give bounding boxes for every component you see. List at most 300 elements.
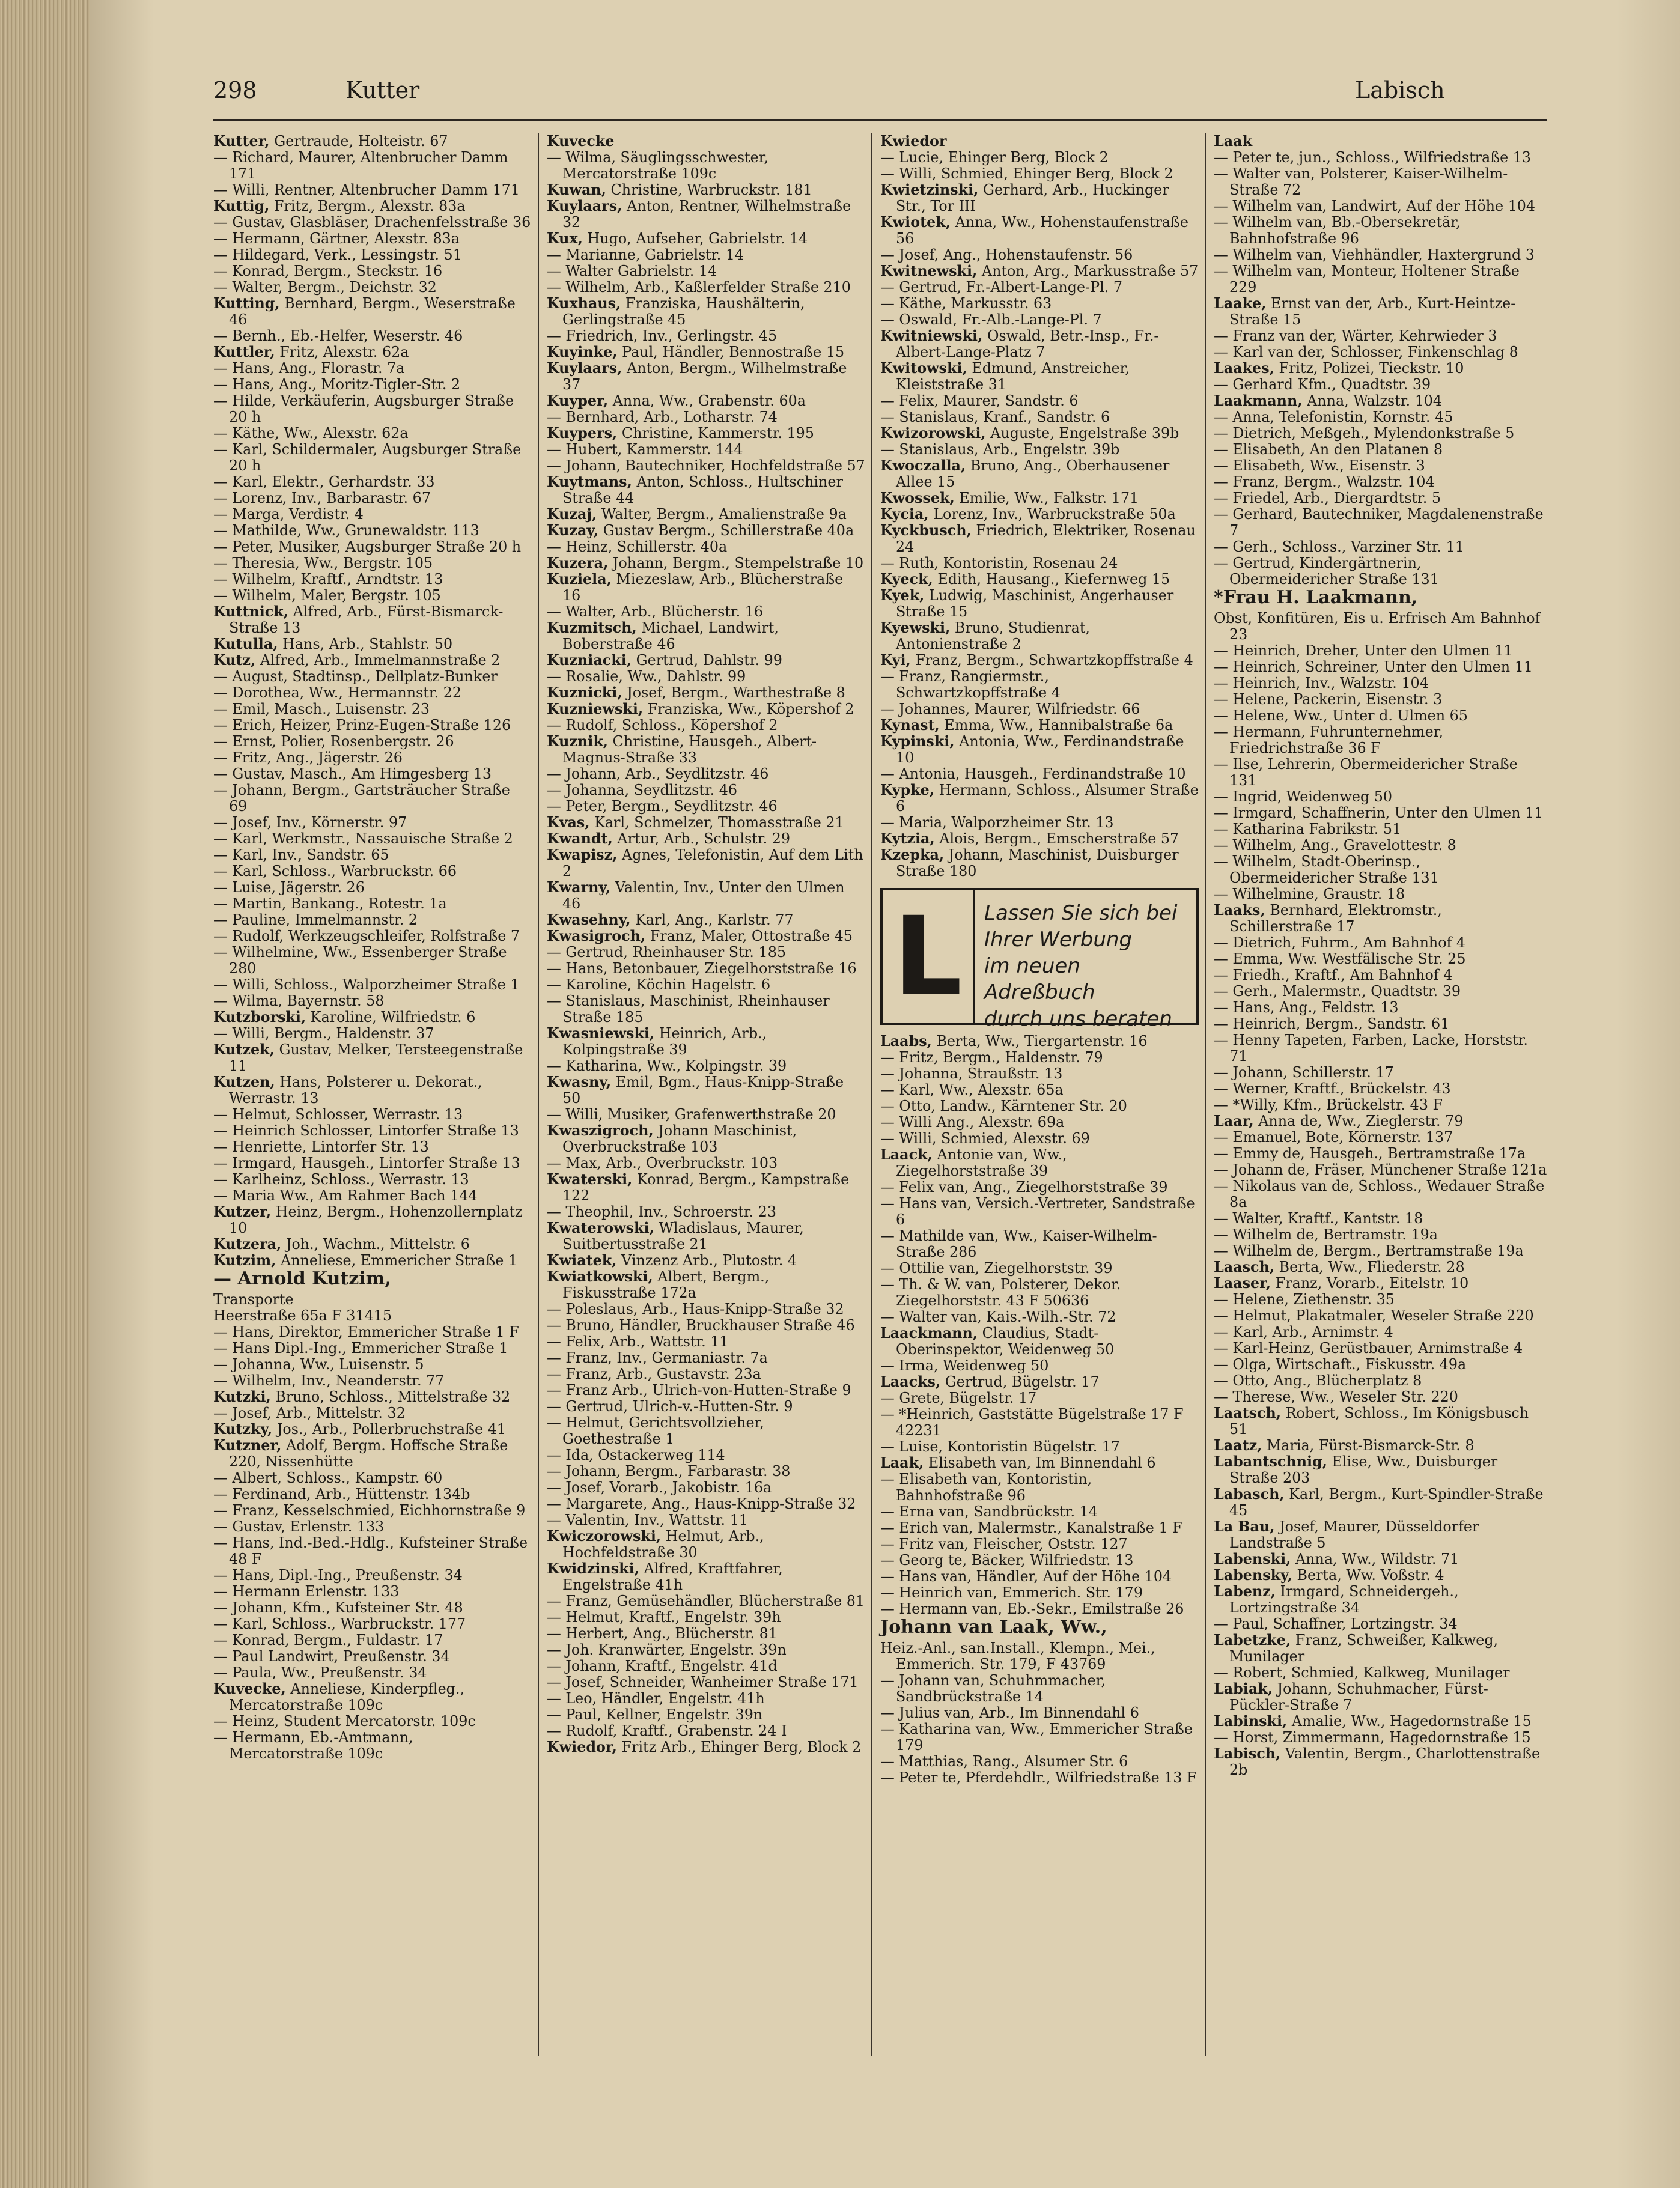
entry-details: — Bernhard, Arb., Lotharstr. 74 [547,409,778,425]
column-4 [1214,133,1547,1778]
directory-entry [880,1082,1199,1098]
directory-entry [880,1033,1199,1050]
entry-details: — Paula, Ww., Preußenstr. 34 [213,1664,427,1681]
directory-entry [213,1713,532,1730]
directory-entry [547,555,865,571]
directory-entry [213,328,532,344]
directory-entry [1214,805,1547,821]
entry-details: — Pauline, Immelmannstr. 2 [213,911,418,928]
entry-details: Joh., Wachm., Mittelstr. 6 [281,1236,470,1253]
entry-details: — Otto, Landw., Kärntener Str. 20 [880,1098,1127,1114]
entry-details: — Walter, Arb., Blücherstr. 16 [547,603,764,620]
directory-entry [213,150,532,182]
directory-entry [547,1658,865,1674]
directory-entry [1214,198,1547,214]
entry-details: — Paul, Kellner, Engelstr. 39n [547,1706,763,1723]
entry-details: — Erna van, Sandbrückstr. 14 [880,1503,1098,1520]
entry-details: — Hermann, Eb.-Amtmann, Mercatorstraße 109c [213,1729,413,1762]
entry-surname: Kuznik, [547,733,609,750]
directory-entry [547,1301,865,1317]
directory-entry [1214,588,1547,643]
entry-details: — Hermann van, Eb.-Sekr., Emilstraße 26 [880,1600,1184,1617]
entry-details: — Karlheinz, Schloss., Werrastr. 13 [213,1171,469,1188]
entry-details: Anna, Ww., Wildstr. 71 [1291,1551,1459,1567]
directory-entry [213,393,532,425]
directory-entry [547,604,865,620]
entry-details: Auguste, Engelstraße 39b [985,425,1179,442]
entry-surname: Kutzen, [213,1074,275,1090]
entry-details: Franziska, Haushälterin, Gerlingstraße 45 [562,295,805,328]
entry-details: Albert, Bergm., Fiskusstraße 172a [562,1268,770,1301]
directory-entry [547,1155,865,1171]
entry-details: — Katharina van, Ww., Emmericher Straße 179 [880,1721,1193,1754]
entry-details: — Josef, Arb., Mittelstr. 32 [213,1405,406,1421]
directory-entry [880,1390,1199,1406]
ad-line: Ihrer Werbung [984,928,1133,952]
directory-entry [880,652,1199,669]
directory-entry [1214,983,1547,1000]
entry-details: — Johanna, Straußstr. 13 [880,1065,1063,1082]
entry-surname: Kypke, [880,782,934,798]
entry-details: — Ilse, Lehrerin, Obermeidericher Straße 131 [1214,756,1518,789]
entry-details: — Hildegard, Verk., Lessingstr. 51 [213,246,462,263]
directory-entry [213,442,532,474]
directory-entry [880,571,1199,588]
column-divider [1205,133,1206,2056]
directory-entry [880,182,1199,214]
header-rule [213,119,1547,121]
directory-entry [213,1373,532,1389]
entry-surname: Labenski, [1214,1551,1291,1567]
directory-entry [1214,133,1547,150]
entry-surname: Kzepka, [880,846,945,863]
entry-details: — August, Stadtinsp., Dellplatz-Bunker [213,668,498,685]
entry-details: — Poleslaus, Arb., Haus-Knipp-Straße 32 [547,1301,844,1317]
entry-details: — Heinrich, Bergm., Sandstr. 61 [1214,1015,1450,1032]
entry-surname: Kyckbusch, [880,522,972,539]
entry-surname: Kutting, [213,295,280,312]
entry-details: Bruno, Studienrat, Antonienstraße 2 [896,619,1090,652]
entry-details: Vinzenz Arb., Plutostr. 4 [616,1252,797,1269]
entry-surname: Labisch, [1214,1745,1281,1762]
entry-details: — Th. & W. van, Polsterer, Dekor. Ziegelhorststr. 43 F 50636 [880,1276,1121,1309]
directory-entry [547,150,865,182]
directory-entry [213,506,532,523]
entry-details: — Leo, Händler, Engelstr. 41h [547,1690,765,1707]
entry-details: Gertrud, Dahlstr. 99 [632,652,782,669]
directory-entry [1214,150,1547,166]
directory-entry [880,1520,1199,1536]
directory-entry [880,133,1199,150]
directory-entry [547,1350,865,1366]
directory-entry [547,263,865,279]
directory-entry [547,1480,865,1496]
entry-details: — Henny Tapeten, Farben, Lacke, Horststr. 71 [1214,1032,1528,1065]
directory-entry [547,766,865,782]
directory-entry [1214,756,1547,789]
entry-details: — Johann, Kfm., Kufsteiner Str. 48 [213,1599,463,1616]
directory-entry [213,231,532,247]
directory-entry [880,766,1199,782]
entry-details: — Gerh., Schloss., Varziner Str. 11 [1214,538,1464,555]
entry-details: — Wilhelm, Stadt-Oberinsp., Obermeidericher Straße 131 [1214,853,1439,886]
entry-details: — Wilhelm van, Viehhändler, Haxtergrund 3 [1214,246,1535,263]
directory-entry [213,717,532,734]
entry-surname: Kutzim, [213,1252,276,1269]
entry-surname: Kwasny, [547,1074,612,1090]
entry-details: — Gertrud, Fr.-Albert-Lange-Pl. 7 [880,279,1122,296]
entry-details: — Johann, Arb., Seydlitzstr. 46 [547,765,769,782]
directory-entry [547,1123,865,1155]
directory-entry [547,344,865,360]
directory-entry [213,896,532,912]
highlighted-entry-name: *Frau H. Laakmann, [1214,587,1418,608]
entry-details: — Nikolaus van de, Schloss., Wedauer Straße 8a [1214,1178,1545,1211]
entry-surname: Kyek, [880,587,925,604]
directory-entry [547,1334,865,1350]
entry-details: — Walter Gabrielstr. 14 [547,263,717,279]
entry-details: Lorenz, Inv., Warbruckstraße 50a [928,506,1176,523]
entry-surname: Kuxhaus, [547,295,621,312]
directory-entry [547,1058,865,1074]
entry-details: Valentin, Bergm., Charlottenstraße 2b [1229,1745,1541,1778]
entry-details: Irmgard, Schneidergeh., Lortzingstraße 34 [1229,1583,1459,1616]
directory-entry [547,1593,865,1609]
directory-entry [1214,1665,1547,1681]
directory-entry [1214,1259,1547,1275]
entry-details: Josef, Bergm., Warthestraße 8 [622,684,845,701]
directory-entry [880,1471,1199,1504]
directory-entry [1214,1357,1547,1373]
entry-details: — *Willy, Kfm., Brückelstr. 43 F [1214,1096,1443,1113]
entry-details: — Elisabeth van, Kontoristin, Bahnhofstraße 96 [880,1471,1092,1504]
entry-surname: Kutzek, [213,1041,275,1058]
directory-entry [547,360,865,393]
entry-details: — Max, Arb., Overbruckstr. 103 [547,1155,778,1171]
entry-surname: Kuzay, [547,522,599,539]
directory-entry [880,263,1199,279]
entry-details: — Karl, Schloss., Warbruckstr. 177 [213,1615,466,1632]
entry-details: — Josef, Schneider, Wanheimer Straße 171 [547,1674,859,1691]
directory-entry [880,1260,1199,1277]
column-divider [871,133,872,2056]
entry-details: — Heinrich van, Emmerich. Str. 179 [880,1584,1143,1601]
entry-details: — Hans van, Versich.-Vertreter, Sandstraße 6 [880,1195,1195,1228]
directory-entry [880,1455,1199,1471]
entry-details: — Wilhelm, Arb., Kaßlerfelder Straße 210 [547,279,851,296]
entry-details: — Willi, Schloss., Walporzheimer Straße 1 [213,976,520,993]
directory-entry [213,1026,532,1042]
entry-surname: Labensky, [1214,1567,1292,1584]
directory-entry [213,1421,532,1438]
directory-entry [213,1616,532,1632]
entry-surname: Kwidzinski, [547,1560,639,1577]
entry-surname: Kytzia, [880,830,935,847]
entry-surname: Kutz, [213,652,256,669]
entry-details: — Karl, Elektr., Gerhardstr. 33 [213,473,435,490]
directory-entry [1214,1000,1547,1016]
directory-entry [1214,1113,1547,1129]
directory-entry [1214,1032,1547,1065]
entry-surname: Kyi, [880,652,911,669]
entry-details: Gustav, Melker, Tersteegenstraße 11 [229,1041,523,1074]
entry-details: — Felix van, Ang., Ziegelhorststraße 39 [880,1179,1168,1196]
entry-details: — Gustav, Glasbläser, Drachenfelsstraße 36 [213,214,531,231]
entry-details: Josef, Maurer, Düsseldorfer Landstraße 5 [1229,1518,1479,1551]
entry-details: Hans, Polsterer u. Dekorat., Werrastr. 13 [229,1074,482,1107]
directory-entry [213,1681,532,1713]
directory-entry [547,182,865,198]
entry-details: Edmund, Anstreicher, Kleiststraße 31 [896,360,1130,393]
directory-entry [1214,789,1547,805]
directory-entry [547,1447,865,1463]
entry-surname: Kuzaj, [547,506,597,523]
entry-details: Heiz.-Anl., san.Install., Klempn., Mei., Emmerich. Str. 179, F 43769 [880,1639,1155,1673]
entry-surname: Kwaszigroch, [547,1122,654,1139]
entry-details: — Felix, Arb., Wattstr. 11 [547,1333,729,1350]
directory-entry [213,1123,532,1139]
entry-details: Karl, Ang., Karlstr. 77 [630,911,794,928]
directory-entry [213,815,532,831]
entry-details: — Horst, Zimmermann, Hagedornstraße 15 [1214,1729,1531,1746]
directory-entry [547,1107,865,1123]
entry-details: Hermann, Schloss., Alsumer Straße 6 [896,782,1199,815]
entry-details: — Olga, Wirtschaft., Fiskusstr. 49a [1214,1356,1467,1373]
directory-entry [1214,821,1547,837]
entry-details: — Käthe, Markusstr. 63 [880,295,1052,312]
entry-surname: Kuttnick, [213,603,289,620]
directory-entry [880,1066,1199,1082]
directory-entry [1214,1632,1547,1665]
entry-details: — Hans Dipl.-Ing., Emmericher Straße 1 [213,1340,508,1357]
directory-entry [547,425,865,442]
entry-details: Berta, Ww. Voßstr. 4 [1292,1567,1444,1584]
directory-entry [547,1253,865,1269]
entry-surname: Kutzborski, [213,1009,306,1026]
entry-details: Claudius, Stadt-Oberinspektor, Weidenweg 50 [896,1325,1115,1358]
entry-details: — Wilhelm, Inv., Neanderstr. 77 [213,1372,445,1389]
directory-entry [880,734,1199,766]
directory-entry [213,1503,532,1519]
entry-details: — Therese, Ww., Weseler Str. 220 [1214,1388,1458,1405]
directory-entry [547,717,865,734]
entry-details: — Albert, Schloss., Kampstr. 60 [213,1469,443,1486]
directory-entry [1214,675,1547,691]
entry-details: — Josef, Vorarb., Jakobistr. 16a [547,1479,772,1496]
directory-entry [880,1754,1199,1770]
entry-details: — Johann, Schillerstr. 17 [1214,1064,1394,1081]
entry-details: Emma, Ww., Hannibalstraße 6a [939,717,1173,734]
entry-details: — Georg te, Bäcker, Wilfriedstr. 13 [880,1552,1134,1569]
entry-details: — Maria Ww., Am Rahmer Bach 144 [213,1187,478,1204]
entry-details: Anna, Ww., Hohenstaufenstraße 56 [896,214,1189,247]
directory-entry [213,247,532,263]
entry-details: — Johanna, Ww., Luisenstr. 5 [213,1356,424,1373]
entry-details: — Johann, Kraftf., Engelstr. 41d [547,1658,778,1674]
entry-details: — Werner, Kraftf., Brückelstr. 43 [1214,1080,1451,1097]
directory-entry [547,506,865,523]
directory-entry [1214,1584,1547,1616]
directory-entry [880,279,1199,296]
header-right-word: Labisch [1355,77,1445,103]
directory-entry [880,1504,1199,1520]
directory-entry [213,863,532,880]
entry-details: — Walter van, Polsterer, Kaiser-Wilhelm-Straße 72 [1214,165,1508,198]
entry-details: — Karl, Werkmstr., Nassauische Straße 2 [213,830,513,847]
directory-entry [213,766,532,782]
entry-details: Bernhard, Elektromstr., Schillerstraße 17 [1229,902,1442,935]
entry-details: Ernst van der, Arb., Kurt-Heintze-Straße 15 [1229,295,1516,328]
directory-entry [213,588,532,604]
entry-surname: Kwitniewski, [880,327,983,344]
entry-details: Emilie, Ww., Falkstr. 171 [954,490,1139,506]
directory-entry [213,1470,532,1486]
entry-surname: Kuziela, [547,571,612,588]
directory-entry [880,1325,1199,1358]
entry-details: — Josef, Ang., Hohenstaufenstr. 56 [880,246,1133,263]
entry-details: Artur, Arb., Schulstr. 29 [612,830,791,847]
directory-entry [880,312,1199,328]
directory-entry [213,880,532,896]
entry-details: — Dietrich, Fuhrm., Am Bahnhof 4 [1214,934,1466,951]
directory-entry [547,734,865,766]
entry-details: — Heinrich, Schreiner, Unter den Ulmen 11 [1214,658,1533,675]
entry-details: — Wilhelm van, Landwirt, Auf der Höhe 104 [1214,198,1536,214]
entry-details: — Friedh., Kraftf., Am Bahnhof 4 [1214,967,1453,983]
entry-details: Hugo, Aufseher, Gabrielstr. 14 [582,230,808,247]
directory-entry [880,1770,1199,1786]
entry-details: Anton, Arg., Markusstraße 57 [977,263,1199,279]
entry-details: Gustav Bergm., Schillerstraße 40a [598,522,854,539]
directory-entry [547,1626,865,1642]
directory-entry [213,912,532,928]
entry-details: — Mathilde, Ww., Grunewaldstr. 113 [213,522,479,539]
entry-surname: Kutzner, [213,1437,282,1454]
entry-details: — Herbert, Ang., Blücherstr. 81 [547,1625,778,1642]
entry-details: — Heinz, Student Mercatorstr. 109c [213,1713,476,1730]
directory-entry [547,961,865,977]
entry-details: — Gerhard Kfm., Quadtstr. 39 [1214,376,1431,393]
directory-entry [547,1317,865,1334]
directory-entry [1214,643,1547,659]
directory-entry [1214,902,1547,935]
directory-entry [213,1665,532,1681]
directory-entry [213,1139,532,1155]
entry-details: — Emmy de, Hausgeh., Bertramstraße 17a [1214,1145,1526,1162]
entry-details: — Helmut, Kraftf., Engelstr. 39h [547,1609,781,1626]
entry-surname: Kwiotek, [880,214,951,231]
entry-details: — Helene, Ww., Unter d. Ulmen 65 [1214,707,1468,724]
entry-details: — Gertrud, Kindergärtnerin, Obermeidericher Straße 131 [1214,555,1439,588]
directory-entry [547,231,865,247]
entry-details: Anna, Walzstr. 104 [1302,392,1443,409]
entry-details: — Gustav, Erlenstr. 133 [213,1518,385,1535]
entry-details: — Konrad, Bergm., Steckstr. 16 [213,263,443,279]
entry-details: — Matthias, Rang., Alsumer Str. 6 [880,1753,1128,1770]
directory-entry [1214,344,1547,360]
entry-details: — Johann, Bautechniker, Hochfeldstraße 57 [547,457,865,474]
directory-entry [1214,837,1547,854]
entry-details: Franziska, Ww., Köpershof 2 [643,700,854,717]
entry-details: — Luise, Kontoristin Bügelstr. 17 [880,1438,1121,1455]
entry-details: — Rudolf, Werkzeugschleifer, Rolfstraße 7 [213,928,520,944]
directory-entry [1214,854,1547,886]
entry-details: Berta, Ww., Tiergartenstr. 16 [931,1033,1148,1050]
directory-entry [1214,1519,1547,1551]
entry-details: Karoline, Wilfriedstr. 6 [306,1009,476,1026]
entry-details: Paul, Händler, Bennostraße 15 [617,344,845,360]
entry-details: Franz, Bergm., Schwartzkopffstraße 4 [910,652,1193,669]
entry-surname: Kwoczalla, [880,457,966,474]
entry-details: — Wilhelm de, Bergm., Bertramstraße 19a [1214,1242,1524,1259]
entry-details: — Karl, Schildermaler, Augsburger Straße 20 h [213,441,522,474]
entry-details: — Hans, Ind.-Bed.-Hdlg., Kufsteiner Straße 48 F [213,1534,528,1567]
directory-entry [547,912,865,928]
entry-details: Robert, Schloss., Im Königsbusch 51 [1229,1405,1529,1438]
directory-entry [1214,1097,1547,1113]
entry-surname: Kwiedor [880,133,947,150]
entry-surname: Kutulla, [213,636,278,652]
entry-details: — Heinrich Schlosser, Lintorfer Straße 13 [213,1122,519,1139]
entry-details: — Peter te, jun., Schloss., Wilfriedstraße 13 [1214,149,1532,166]
directory-entry [880,669,1199,701]
entry-surname: Labantschnig, [1214,1453,1327,1470]
directory-entry [213,1340,532,1357]
directory-entry [880,1196,1199,1228]
entry-details: — Franz, Kesselschmied, Eichhornstraße 9 [213,1502,526,1519]
entry-details: — Johanna, Seydlitzstr. 46 [547,782,738,798]
directory-entry [547,1366,865,1382]
entry-details: Fritz, Alexstr. 62a [275,344,409,360]
directory-entry [880,328,1199,360]
directory-entry [213,1009,532,1026]
directory-entry [213,1253,532,1269]
directory-entry [547,409,865,425]
entry-details: — Peter, Bergm., Seydlitzstr. 46 [547,798,778,815]
directory-entry [880,1585,1199,1601]
entry-surname: Kuttler, [213,344,275,360]
directory-entry [213,360,532,377]
directory-entry [880,782,1199,815]
directory-entry [547,880,865,912]
directory-entry [547,1707,865,1723]
entry-details: Helmut, Arb., Hochfeldstraße 30 [562,1528,764,1561]
directory-entry [547,944,865,961]
entry-details: Elise, Ww., Duisburger Straße 203 [1229,1453,1498,1486]
directory-entry [213,685,532,701]
directory-entry [213,539,532,555]
directory-entry [547,652,865,669]
entry-details: — Wilhelm, Kraftf., Arndtstr. 13 [213,571,443,588]
entry-details: — Wilhelm, Ang., Gravelottestr. 8 [1214,837,1456,854]
entry-details: — Ida, Ostackerweg 114 [547,1447,725,1463]
entry-details: — Gertrud, Ulrich-v.-Hutten-Str. 9 [547,1398,793,1415]
entry-details: — Karl, Arb., Arnimstr. 4 [1214,1323,1393,1340]
entry-details: — Ingrid, Weidenweg 50 [1214,788,1393,805]
directory-entry [547,1074,865,1107]
directory-entry [547,133,865,150]
directory-entry [213,977,532,993]
entry-surname: Kyewski, [880,619,951,636]
directory-entry [1214,263,1547,296]
entry-surname: Kuzmitsch, [547,619,637,636]
entry-details: — Emil, Masch., Luisenstr. 23 [213,700,430,717]
entry-surname: Labasch, [1214,1486,1285,1503]
directory-entry [1214,555,1547,588]
entry-surname: Laaser, [1214,1275,1271,1292]
entry-details: — Dietrich, Meßgeh., Mylendonkstraße 5 [1214,425,1515,442]
entry-details: — Franz Arb., Ulrich-von-Hutten-Straße 9 [547,1382,851,1399]
